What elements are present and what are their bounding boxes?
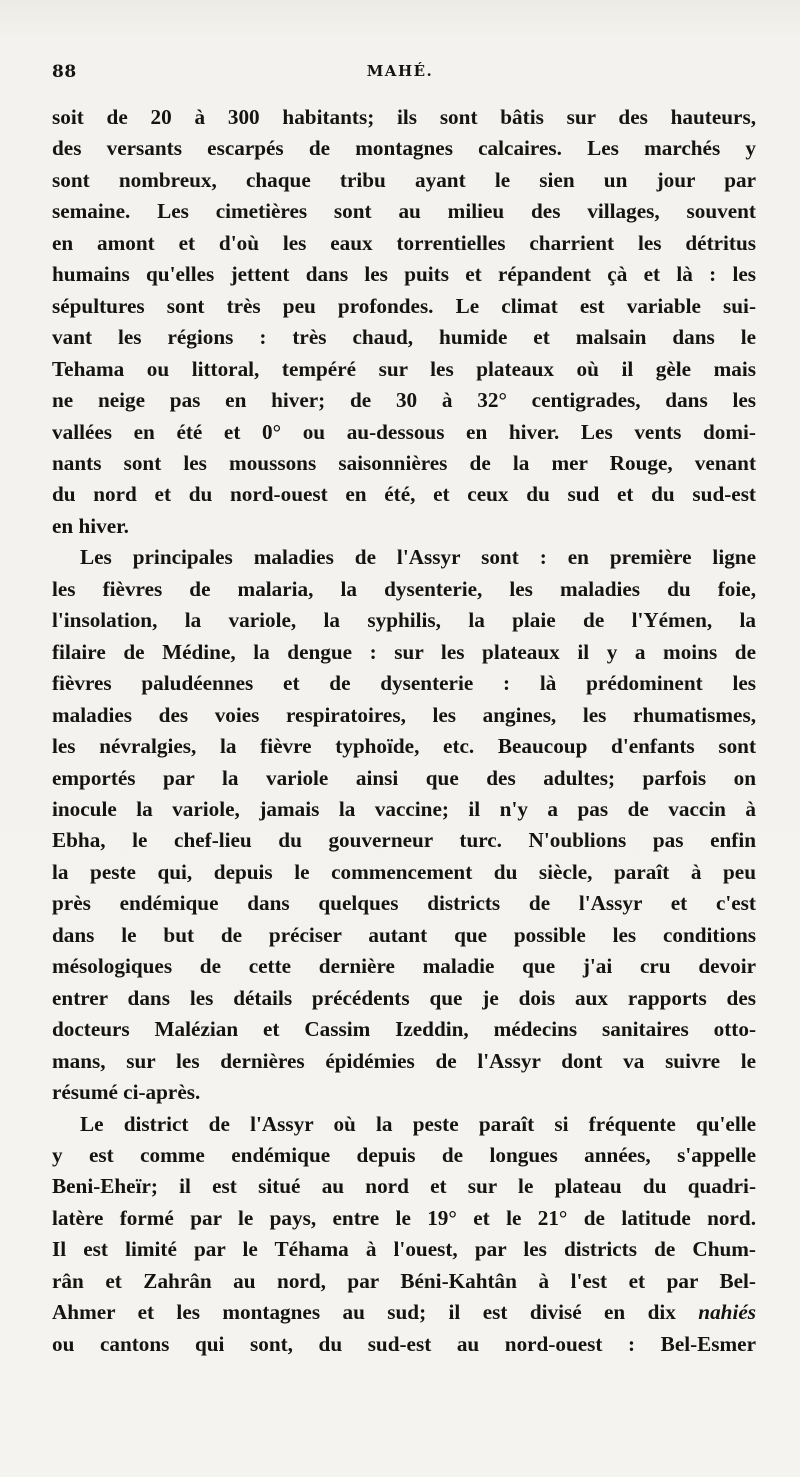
text-line: maladies des voies respiratoires, les angines, les rhumatismes,: [52, 702, 756, 727]
text-segment: Ahmer et les montagnes au sud; il est divisé en dix: [52, 1300, 699, 1325]
text-line: vallées en été et 0° ou au-dessous en hiver. Les vents domi-: [52, 419, 756, 444]
text-line: Tehama ou littoral, tempéré sur les plateaux où il gèle mais: [52, 356, 756, 381]
text-line: la peste qui, depuis le commencement du siècle, paraît à peu: [52, 859, 756, 884]
text-line: semaine. Les cimetières sont au milieu des villages, souvent: [52, 199, 756, 224]
text-line: rân et Zahrân au nord, par Béni-Kahtân à l'est et par Bel-: [52, 1268, 756, 1293]
text-line: en amont et d'où les eaux torrentielles charrient les détritus: [52, 230, 756, 255]
text-line: l'insolation, la variole, la syphilis, la plaie de l'Yémen, la: [52, 608, 756, 633]
text-line: latère formé par le pays, entre le 19° et le 21° de latitude nord.: [52, 1205, 756, 1230]
text-line: ne neige pas en hiver; de 30 à 32° centigrades, dans les: [52, 388, 756, 413]
text-line: mans, sur les dernières épidémies de l'Assyr dont va suivre le: [52, 1048, 756, 1073]
page-number: 88: [52, 62, 77, 82]
text-line: Beni-Eheïr; il est situé au nord et sur le plateau du quadri-: [52, 1174, 756, 1199]
text-line: les névralgies, la fièvre typhoïde, etc. Beaucoup d'enfants sont: [52, 734, 756, 759]
text-line: résumé ci-après.: [52, 1080, 201, 1105]
text-line: en hiver.: [52, 513, 129, 538]
text-line: ou cantons qui sont, du sud-est au nord-ouest : Bel-Esmer: [52, 1331, 756, 1356]
text-line: entrer dans les détails précédents que je dois aux rapports des: [52, 985, 756, 1010]
text-line: du nord et du nord-ouest en été, et ceux du sud et du sud-est: [52, 482, 756, 507]
text-line: soit de 20 à 300 habitants; ils sont bâtis sur des hauteurs,: [52, 105, 756, 129]
text-line: emportés par la variole ainsi que des adultes; parfois on: [52, 765, 756, 790]
text-line: vant les régions : très chaud, humide et malsain dans le: [52, 325, 756, 350]
text-line: [52, 1297, 756, 1328]
text-line: y est comme endémique depuis de longues années, s'appelle: [52, 1142, 756, 1167]
text-line: Le district de l'Assyr où la peste paraît si fréquente qu'elle: [80, 1111, 756, 1136]
text-line: près endémique dans quelques districts de l'Assyr et c'est: [52, 891, 756, 916]
text-line: Il est limité par le Téhama à l'ouest, par les districts de Chum-: [52, 1237, 756, 1262]
body-text: [52, 102, 756, 1360]
italic-term: nahiés: [698, 1300, 756, 1325]
text-line: Les principales maladies de l'Assyr sont : en première ligne: [80, 545, 756, 570]
page-header: [52, 62, 748, 86]
running-head: MAHÉ.: [366, 62, 434, 80]
text-line: dans le but de préciser autant que possible les conditions: [52, 922, 756, 947]
text-line: Ebha, le chef-lieu du gouverneur turc. N'oublions pas enfin: [52, 828, 756, 853]
text-line: filaire de Médine, la dengue : sur les plateaux il y a moins de: [52, 639, 756, 664]
text-line: humains qu'elles jettent dans les puits et répandent çà et là : les: [52, 262, 756, 287]
text-line: sépultures sont très peu profondes. Le climat est variable sui-: [52, 293, 756, 318]
text-line: mésologiques de cette dernière maladie que j'ai cru devoir: [52, 954, 756, 979]
text-line: docteurs Malézian et Cassim Izeddin, médecins sanitaires otto-: [52, 1017, 756, 1042]
text-line: nants sont les moussons saisonnières de la mer Rouge, venant: [52, 450, 756, 475]
text-line: inocule la variole, jamais la vaccine; il n'y a pas de vaccin à: [52, 796, 756, 821]
text-line: des versants escarpés de montagnes calcaires. Les marchés y: [52, 136, 756, 161]
text-line: sont nombreux, chaque tribu ayant le sien un jour par: [52, 167, 756, 192]
text-line: les fièvres de malaria, la dysenterie, les maladies du foie,: [52, 576, 756, 601]
text-line: fièvres paludéennes et de dysenterie : là prédominent les: [52, 671, 756, 696]
